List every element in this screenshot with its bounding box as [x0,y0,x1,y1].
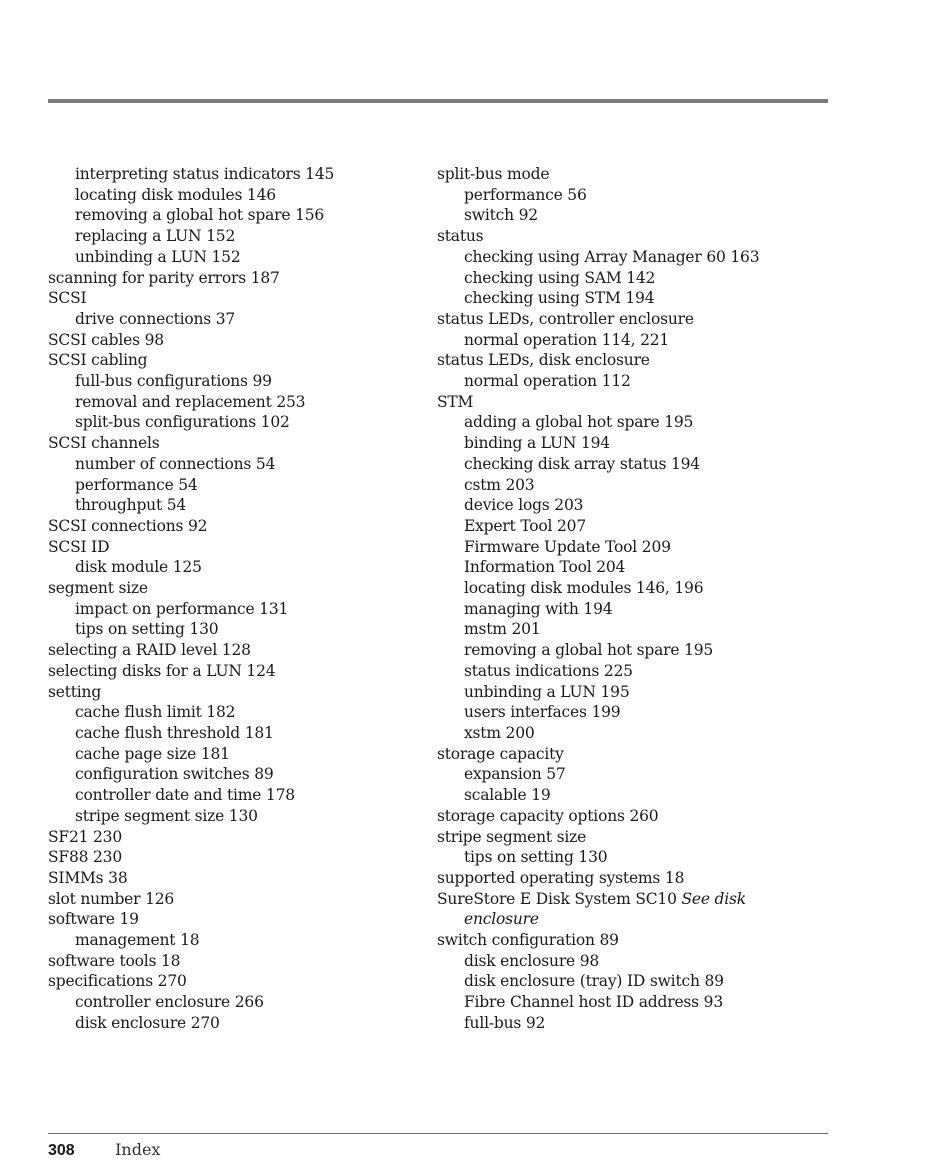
index-entry [48,350,418,371]
index-subentry [437,702,837,723]
index-entry [437,309,837,330]
header-rule [48,99,828,103]
entry-text: split-bus configurations 102 [75,413,290,432]
entry-text: adding a global hot spare 195 [464,413,694,432]
index-subentry [437,723,837,744]
index-subentry [48,475,418,496]
index-entry [437,806,837,827]
see-reference-continued: enclosure [464,910,539,929]
entry-text: removing a global hot spare 156 [75,206,325,225]
index-subentry [437,619,837,640]
index-entry [48,640,418,661]
index-subentry [48,392,418,413]
index-subentry [437,951,837,972]
entry-text: device logs 203 [464,496,584,515]
entry-text: selecting a RAID level 128 [48,641,251,660]
index-entry [48,682,418,703]
index-entry [437,930,837,951]
index-entry [48,516,418,537]
index-subentry [437,640,837,661]
index-subentry [437,599,837,620]
entry-text: storage capacity options 260 [437,806,659,825]
index-subentry [437,682,837,703]
index-subentry [48,495,418,516]
entry-text: unbinding a LUN 152 [75,247,241,266]
entry-text: managing with 194 [464,599,613,618]
entry-text: number of connections 54 [75,454,276,473]
index-subentry [48,764,418,785]
entry-text: interpreting status indicators 145 [75,165,335,183]
entry-text: impact on performance 131 [75,599,289,618]
index-subentry [437,288,837,309]
section-name: Index [115,1140,161,1159]
index-subentry [437,412,837,433]
index-subentry [437,971,837,992]
index-subentry [48,164,418,185]
index-subentry [437,785,837,806]
entry-text: performance 54 [75,475,198,494]
index-subentry [437,475,837,496]
index-subentry [48,723,418,744]
index-subentry [48,1013,418,1034]
index-subentry [48,226,418,247]
entry-text: locating disk modules 146, 196 [464,579,704,598]
see-reference: See disk [681,889,746,908]
entry-text: performance 56 [464,185,587,204]
index-subentry [437,371,837,392]
entry-text: switch 92 [464,206,538,225]
entry-text: specifications 270 [48,972,187,991]
index-subentry [48,247,418,268]
index-subentry [437,847,837,868]
page-footer [48,1140,160,1161]
entry-text: cache flush threshold 181 [75,723,274,742]
entry-text: expansion 57 [464,765,566,784]
index-subentry [48,619,418,640]
index-subentry [437,433,837,454]
index-entry [48,971,418,992]
entry-text: segment size [48,579,148,598]
index-subentry [48,930,418,951]
index-subentry [48,205,418,226]
index-subentry [48,744,418,765]
entry-text: normal operation 112 [464,372,631,391]
entry-text: SF21 230 [48,827,123,846]
index-subentry [437,661,837,682]
entry-text: tips on setting 130 [75,620,219,639]
entry-text: SCSI ID [48,537,110,556]
index-subentry [48,412,418,433]
index-entry [48,330,418,351]
index-entry [437,744,837,765]
index-subentry [48,454,418,475]
index-subentry [48,785,418,806]
entry-text: Fibre Channel host ID address 93 [464,993,723,1012]
entry-text: Information Tool 204 [464,558,626,577]
entry-text: supported operating systems 18 [437,868,685,887]
index-subentry [48,371,418,392]
entry-text: scalable 19 [464,786,551,805]
index-entry [437,392,837,413]
entry-text: checking using STM 194 [464,289,655,308]
entry-text: cache flush limit 182 [75,703,236,722]
entry-text: status indications 225 [464,661,633,680]
index-entry [48,889,418,910]
entry-text: SCSI cables 98 [48,330,164,349]
entry-text: binding a LUN 194 [464,434,610,453]
index-subentry [437,992,837,1013]
entry-text: drive connections 37 [75,309,236,328]
entry-text: disk enclosure (tray) ID switch 89 [464,972,724,991]
entry-text: status LEDs, disk enclosure [437,351,650,370]
index-subentry [48,806,418,827]
index-subentry [48,599,418,620]
index-subentry [48,309,418,330]
entry-text: SIMMs 38 [48,868,128,887]
entry-text: switch configuration 89 [437,931,619,950]
index-entry [48,868,418,889]
entry-text: xstm 200 [464,723,535,742]
entry-text: tips on setting 130 [464,848,608,867]
index-entry [48,537,418,558]
index-entry [48,268,418,289]
entry-text: setting [48,682,102,701]
index-subentry [437,268,837,289]
index-entry [437,889,837,930]
index-entry [48,661,418,682]
entry-text: selecting disks for a LUN 124 [48,661,276,680]
entry-text: status [437,227,484,246]
entry-text: scanning for parity errors 187 [48,268,280,287]
index-column-right [437,164,837,1034]
entry-text: removal and replacement 253 [75,392,306,411]
index-entry [437,827,837,848]
entry-text: software 19 [48,910,139,929]
entry-text: stripe segment size [437,827,587,846]
entry-text: configuration switches 89 [75,765,274,784]
entry-text: management 18 [75,931,200,950]
index-entry [48,847,418,868]
entry-text: full-bus 92 [464,1013,546,1032]
entry-text: normal operation 114, 221 [464,330,670,349]
entry-text: storage capacity [437,744,564,763]
index-subentry [48,185,418,206]
index-entry [437,350,837,371]
index-subentry [437,454,837,475]
entry-text: Expert Tool 207 [464,516,586,535]
footer-rule [48,1133,828,1134]
entry-text: software tools 18 [48,951,181,970]
entry-text: SCSI cabling [48,351,148,370]
index-subentry [437,205,837,226]
index-subentry [437,764,837,785]
entry-text: split-bus mode [437,165,550,183]
entry-text: cache page size 181 [75,744,230,763]
index-subentry [48,557,418,578]
index-entry [437,226,837,247]
index-subentry [437,1013,837,1034]
entry-text: mstm 201 [464,620,541,639]
index-subentry [437,185,837,206]
entry-text: throughput 54 [75,496,187,515]
index-entry [437,868,837,889]
index-subentry [437,516,837,537]
entry-text: disk enclosure 270 [75,1013,220,1032]
entry-text: checking using Array Manager 60 163 [464,247,760,266]
entry-text: SureStore E Disk System SC10 [437,889,682,908]
entry-text: stripe segment size 130 [75,806,258,825]
index-subentry [437,495,837,516]
index-subentry [437,537,837,558]
entry-text: checking disk array status 194 [464,454,700,473]
index-subentry [437,578,837,599]
index-subentry [437,557,837,578]
index-subentry [437,247,837,268]
index-entry [48,951,418,972]
entry-text: unbinding a LUN 195 [464,682,630,701]
entry-text: controller enclosure 266 [75,993,264,1012]
entry-text: disk enclosure 98 [464,951,600,970]
index-column-left [48,164,418,1034]
entry-text: SCSI [48,289,87,308]
index-entry [48,578,418,599]
entry-text: SCSI connections 92 [48,516,208,535]
index-subentry [48,992,418,1013]
entry-text: SF88 230 [48,848,123,867]
entry-text: STM [437,392,474,411]
entry-text: removing a global hot spare 195 [464,641,714,660]
entry-text: controller date and time 178 [75,786,295,805]
entry-text: disk module 125 [75,558,202,577]
entry-text: locating disk modules 146 [75,185,276,204]
entry-text: replacing a LUN 152 [75,227,236,246]
index-entry [48,827,418,848]
entry-text: full-bus configurations 99 [75,372,272,391]
index-entry [48,909,418,930]
entry-text: status LEDs, controller enclosure [437,309,694,328]
entry-text: SCSI channels [48,434,160,453]
index-entry [48,433,418,454]
index-entry [48,288,418,309]
index-subentry [437,330,837,351]
entry-text: slot number 126 [48,889,175,908]
entry-text: Firmware Update Tool 209 [464,537,671,556]
index-subentry [48,702,418,723]
entry-text: users interfaces 199 [464,703,621,722]
index-entry [437,164,837,185]
entry-text: checking using SAM 142 [464,268,656,287]
page-number: 308 [48,1142,75,1159]
entry-text: cstm 203 [464,475,535,494]
